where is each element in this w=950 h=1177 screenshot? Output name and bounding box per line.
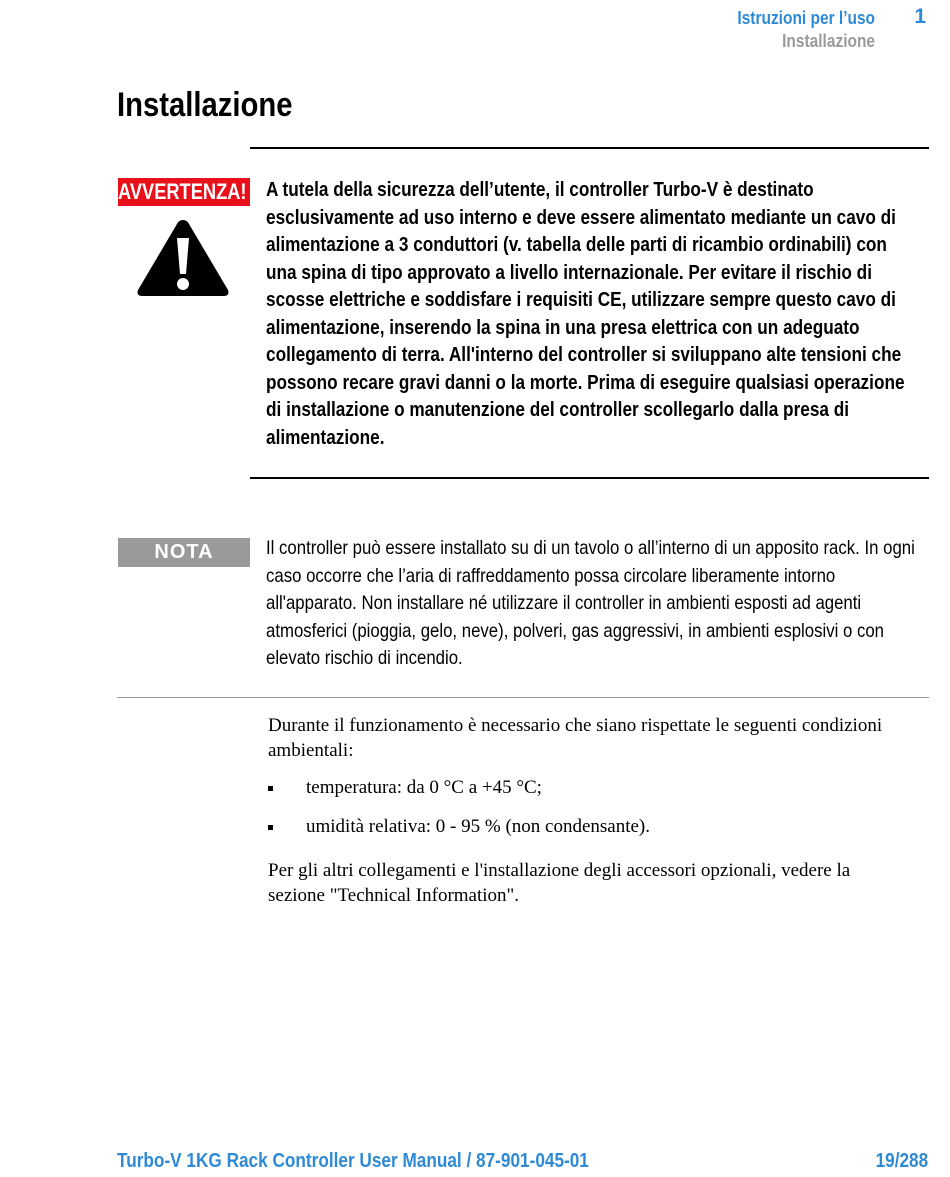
warning-text: A tutela della sicurezza dell’utente, il controller Turbo-V è destinato esclusivamente ad uso interno e deve essere alimentato mediante un cavo di alimentazione a 3 conduttori (v. tabella delle parti di ricambio ordinabili) con una spina di tipo approvato a livello internazionale. Per evitare il rischio di scosse elettriche e soddisfare i requisiti CE, utilizzare sempre questo cavo di alimentazione, inserendo la spina in una presa elettrica con un adeguato collegamento di terra. All'interno del controller si sviluppano alte tensioni che possono recare gravi danni o la morte. Prima di eseguire qualsiasi operazione di installazione o manutenzione del controller scollegarlo dalla presa di alimentazione. <box>266 179 905 449</box>
warning-top-rule <box>250 147 929 149</box>
footer-manual-title: Turbo-V 1KG Rack Controller User Manual / 87-901-045-01 <box>117 1150 589 1172</box>
running-header-section: Installazione <box>782 31 875 51</box>
note-bottom-rule <box>117 697 929 698</box>
footer-page-number: 19/288 <box>875 1150 928 1172</box>
warning-triangle-icon <box>134 216 232 300</box>
warning-label-text: AVVERTENZA! <box>118 179 247 204</box>
conditions-list <box>268 775 908 853</box>
condition-humidity: umidità relativa: 0 - 95 % (non condensante). <box>306 816 651 837</box>
warning-bottom-rule <box>250 477 929 479</box>
warning-label <box>118 178 250 206</box>
conditions-intro: Durante il funzionamento è necessario che siano rispettate le seguenti condizioni ambientali: <box>268 715 883 761</box>
running-header-title: Istruzioni per l’uso <box>737 8 875 28</box>
conditions-outro: Per gli altri collegamenti e l'installazione degli accessori opzionali, vedere la sezione "Technical Information". <box>268 860 851 906</box>
list-item <box>268 814 908 839</box>
condition-temperature: temperatura: da 0 °C a +45 °C; <box>306 777 542 798</box>
page-title: Installazione <box>117 86 293 124</box>
list-item <box>268 775 908 800</box>
bullet-icon <box>268 825 273 830</box>
chapter-number: 1 <box>914 5 926 28</box>
bullet-icon <box>268 786 273 791</box>
note-text: Il controller può essere installato su di un tavolo o all’interno di un apposito rack. In ogni caso occorre che l’aria di raffreddamento possa circolare liberamente intorno all'apparato. Non installare né utilizzare il controller in ambienti esposti ad agenti atmosferici (pioggia, gelo, neve), polveri, gas aggressivi, in ambienti esplosivi o con elevato rischio di incendio. <box>266 537 915 669</box>
note-label: NOTA <box>118 538 250 567</box>
